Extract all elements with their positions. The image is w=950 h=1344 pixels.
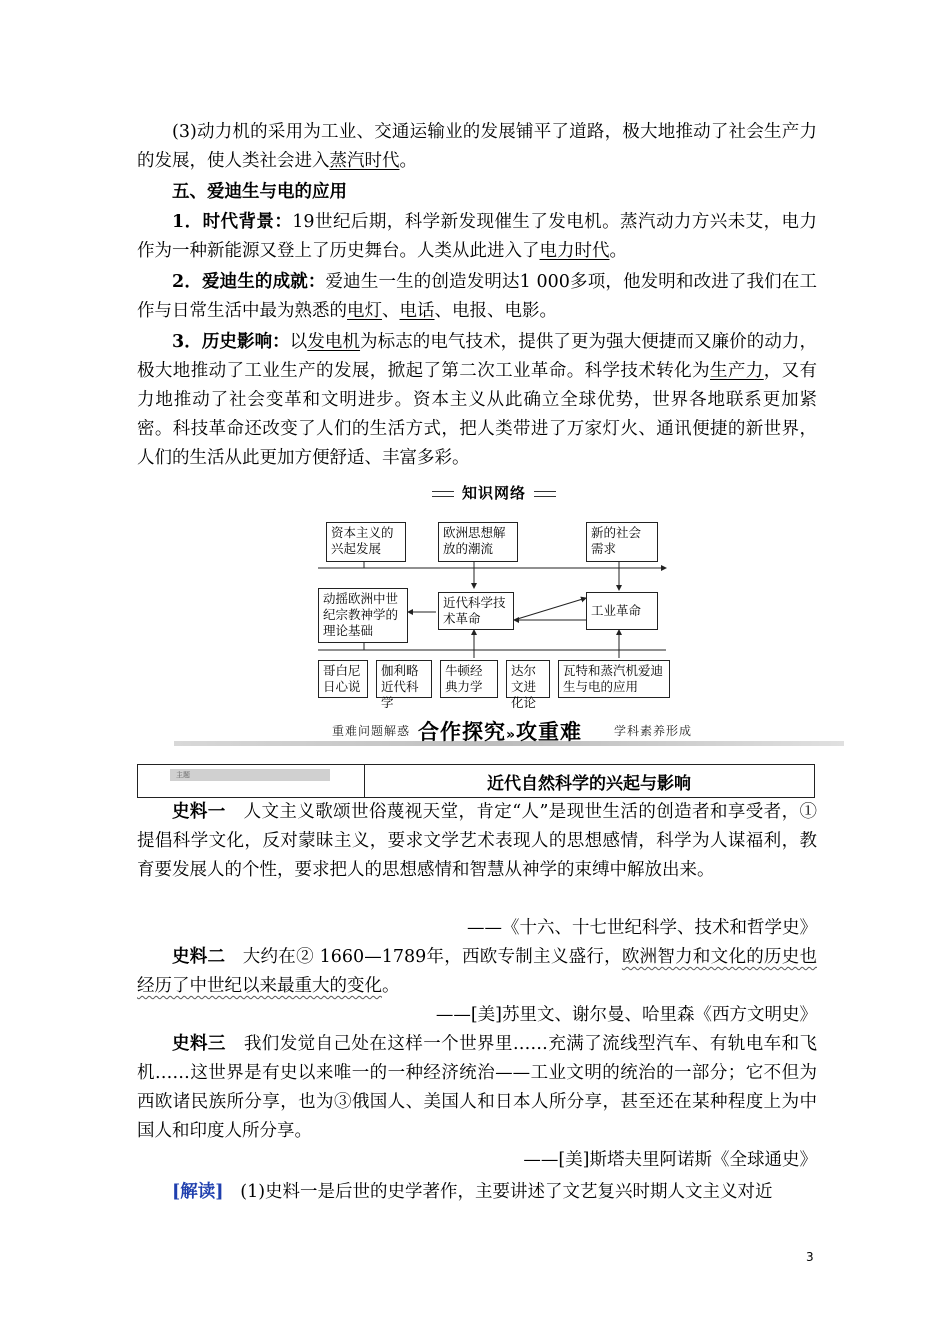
node-newton: 牛顿经典力学: [440, 660, 498, 698]
node-sci-tech-revolution: 近代科学技术革命: [438, 592, 514, 630]
banner-title: 合作探究»攻重难: [418, 720, 583, 744]
topic-tag-cell: [138, 765, 365, 797]
term-steam-age: 蒸汽时代: [329, 151, 400, 171]
source-material-1: 史料一 人文主义歌颂世俗蔑视天堂，肯定“人”是现世生活的创造者和享受者，①提倡科学文化，反对蒙昧主义，要求文学艺术表现人的思想感情，科学为人谋福利，教育要发展人的个性，要求把人的思想感情和智慧从神学的束缚中解放出来。: [137, 802, 817, 880]
page-number: 3: [806, 1250, 814, 1264]
item-era-background: 1．时代背景：19世纪后期，科学新发现催生了发电机。蒸汽动力方兴未艾，电力作为一种新能源又登上了历史舞台。人类从此进入了电力时代。: [137, 212, 817, 261]
node-darwin: 达尔文进化论: [506, 660, 550, 698]
knowledge-network-diagram: [314, 480, 674, 710]
source-1-citation: ——《十六、十七世纪科学、技术和哲学史》: [467, 918, 817, 938]
item-edison-achievements: 2．爱迪生的成就：爱迪生一生的创造发明达1 000多项，他发明和改进了我们在工作与日常生活中最为熟悉的电灯、电话、电报、电影。: [137, 272, 817, 321]
node-capitalism-rise: 资本主义的兴起发展: [326, 522, 406, 562]
node-watt-edison: 瓦特和蒸汽机爱迪生与电的应用: [558, 660, 670, 698]
node-industrial-revolution: 工业革命: [586, 592, 658, 630]
node-social-demand: 新的社会需求: [586, 522, 658, 562]
source-3-citation: ——[美]斯塔夫里阿诺斯《全球通史》: [523, 1150, 817, 1170]
topic-header-table: [137, 764, 815, 798]
node-copernicus: 哥白尼日心说: [318, 660, 368, 698]
topic-tag: 主题: [170, 769, 330, 781]
item-historical-impact: 3．历史影响：以发电机为标志的电气技术，提供了更为强大便捷而又廉价的动力，极大地推动了工业生产的发展，掀起了第二次工业革命。科学技术转化为生产力，又有力地推动了社会变革和文明进步。资本主义从此确立全球优势，世界各地联系更加紧密。科技革命还改变了人们的生活方式，把人类带进了万家灯火、通讯便捷的新世界，人们的生活从此更加方便舒适、丰富多彩。: [137, 332, 818, 468]
banner-left-text: 重难问题解惑: [332, 724, 411, 738]
interpretation-label: [解读]: [172, 1182, 224, 1202]
arrow-icon: »: [506, 727, 517, 743]
node-galileo: 伽利略近代科学: [376, 660, 432, 698]
source-material-2: 史料二 大约在② 1660—1789年，西欧专制主义盛行，欧洲智力和文化的历史也经历了中世纪以来最重大的变化。: [137, 947, 817, 996]
banner-right-text: 学科素养形成: [614, 724, 693, 738]
node-thought-liberation: 欧洲思想解放的潮流: [438, 522, 518, 562]
topic-title: 近代自然科学的兴起与影响: [487, 773, 691, 794]
network-title-badge: 知识网络: [432, 482, 556, 502]
source-material-3: 史料三 我们发觉自己处在这样一个世界里……充满了流线型汽车、有轨电车和飞机……这世界是有史以来唯一的一种经济统治——工业文明的统治的一部分；它不但为西欧诸民族所分享，也为③俄国人、美国人和日本人所分享，甚至还在某种程度上为中国人和印度人所分享。: [137, 1034, 818, 1141]
section-banner: [174, 716, 844, 750]
node-shake-theology: 动摇欧洲中世纪宗教神学的理论基础: [318, 588, 408, 643]
paragraph-power-machine: (3)动力机的采用为工业、交通运输业的发展铺平了道路，极大地推动了社会生产力的发展，使人类社会进入蒸汽时代。: [137, 122, 817, 171]
section-heading-edison: 五、爱迪生与电的应用: [172, 182, 347, 202]
source-2-citation: ——[美]苏里文、谢尔曼、哈里森《西方文明史》: [435, 1005, 817, 1025]
interpretation-paragraph: [解读] (1)史料一是后世的史学著作，主要讲述了文艺复兴时期人文主义对近: [172, 1182, 773, 1202]
